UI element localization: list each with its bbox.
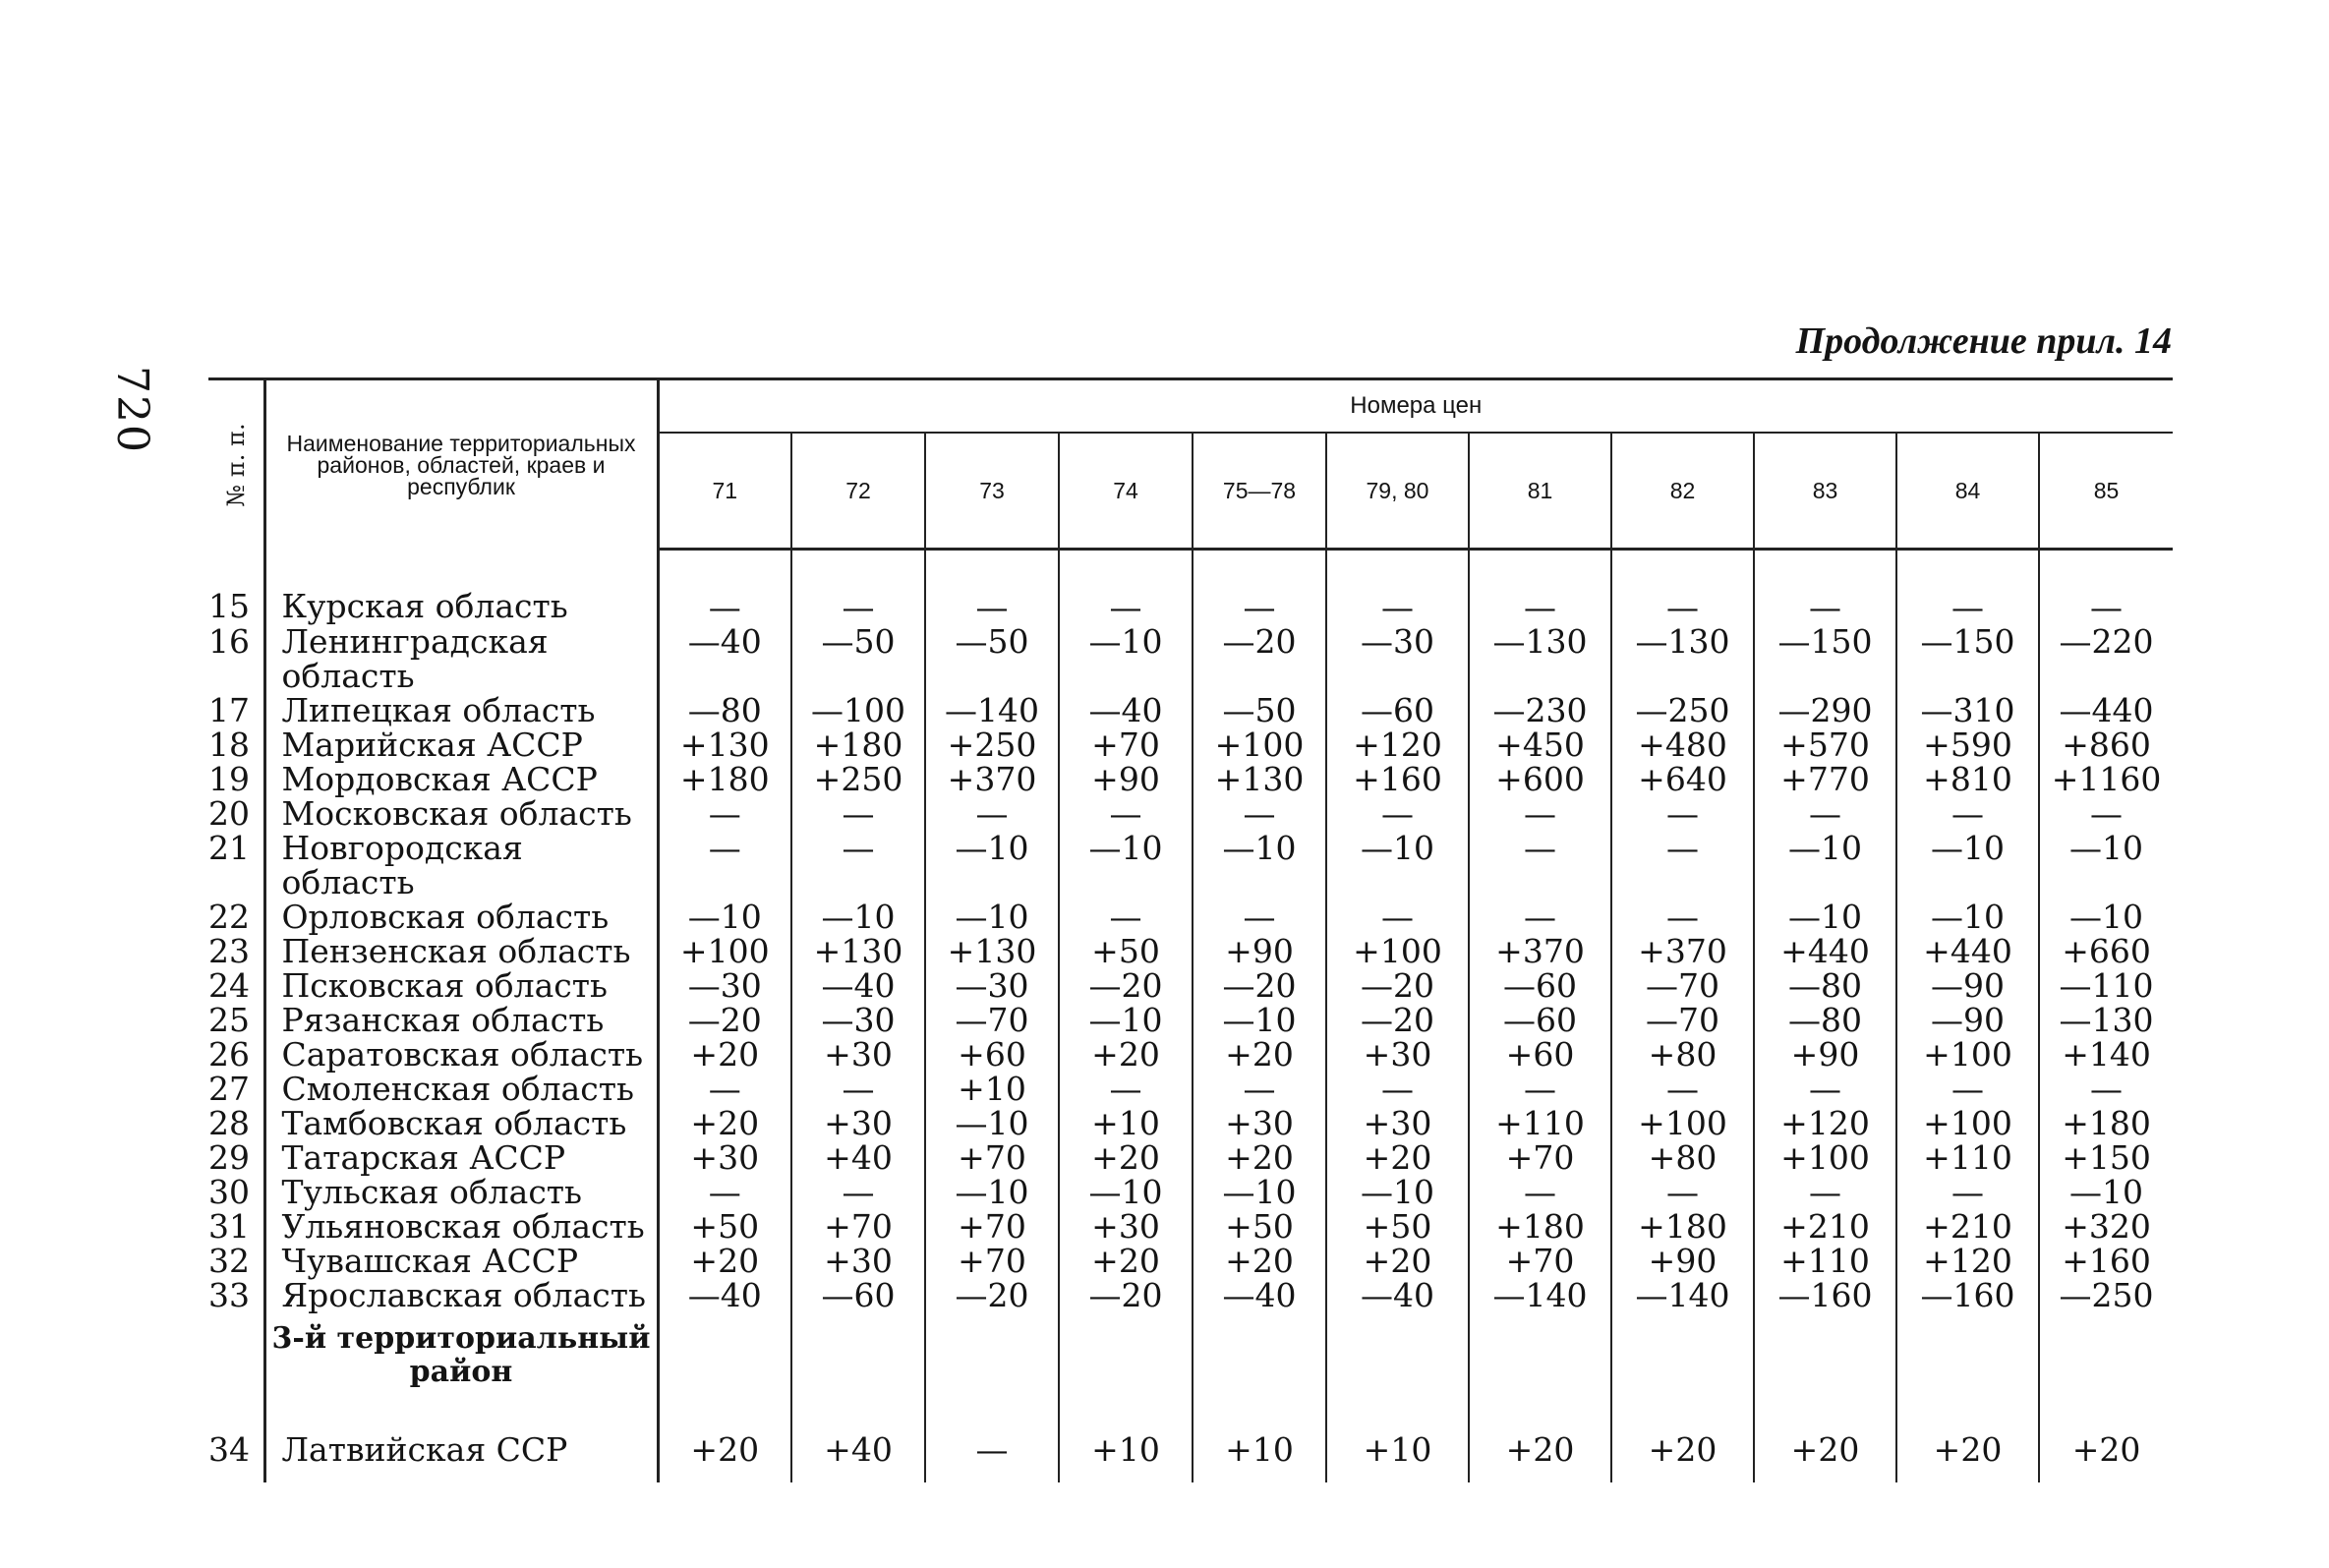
- price-value: +20: [658, 1244, 791, 1278]
- price-value: +100: [1611, 1106, 1754, 1140]
- price-value: —110: [2059, 966, 2154, 1005]
- column-header-4: 75—78: [1193, 433, 1326, 550]
- price-value: +140: [2062, 1035, 2151, 1074]
- price-value: —150: [1754, 624, 1896, 693]
- price-value: +370: [925, 762, 1059, 796]
- price-value: —230: [1469, 693, 1611, 727]
- region-name: Ярославская область: [264, 1278, 658, 1312]
- price-value: —: [1326, 550, 1469, 625]
- row-number: 33: [208, 1278, 264, 1312]
- row-number: 31: [208, 1209, 264, 1244]
- row-number: 17: [208, 693, 264, 727]
- price-value: —10: [925, 1175, 1059, 1209]
- price-value: +130: [925, 934, 1059, 968]
- row-number: 27: [208, 1072, 264, 1106]
- price-value: +110: [1754, 1244, 1896, 1278]
- price-value: +600: [1469, 762, 1611, 796]
- price-value: +120: [1896, 1244, 2039, 1278]
- price-value: +70: [925, 1209, 1059, 1244]
- price-value: +20: [1754, 1421, 1896, 1482]
- price-value: +10: [1326, 1421, 1469, 1482]
- price-value: +20: [1469, 1421, 1611, 1482]
- price-value: —80: [1754, 968, 1896, 1003]
- price-value: —: [1611, 900, 1754, 934]
- price-value: —160: [1754, 1278, 1896, 1312]
- price-value: —40: [658, 624, 791, 693]
- price-value: —10: [1896, 900, 2039, 934]
- price-value: +60: [925, 1037, 1059, 1072]
- row-number: 24: [208, 968, 264, 1003]
- price-value: +860: [2062, 726, 2151, 764]
- price-value: —: [925, 550, 1059, 625]
- column-header-7: 82: [1611, 433, 1754, 550]
- price-value: —60: [1326, 693, 1469, 727]
- price-value: +50: [1193, 1209, 1326, 1244]
- price-value: —60: [791, 1278, 925, 1312]
- price-value: +210: [1754, 1209, 1896, 1244]
- table-row: [208, 1140, 2173, 1175]
- subheading-row: [208, 1312, 2173, 1421]
- region-name: Мордовская АССР: [264, 762, 658, 796]
- price-value: —: [658, 1072, 791, 1106]
- territorial-district-subheading: 3-й территориальный район: [264, 1312, 658, 1421]
- price-value: —10: [1754, 831, 1896, 900]
- price-value: +100: [1193, 727, 1326, 762]
- table-row: [208, 1106, 2173, 1140]
- price-value: +60: [1469, 1037, 1611, 1072]
- price-value: +120: [1754, 1106, 1896, 1140]
- price-value: +590: [1896, 727, 2039, 762]
- price-value: +110: [1469, 1106, 1611, 1140]
- row-number: 32: [208, 1244, 264, 1278]
- price-value: +10: [1193, 1421, 1326, 1482]
- price-value: —: [925, 1421, 1059, 1482]
- price-value: —: [1059, 796, 1193, 831]
- region-name: Смоленская область: [264, 1072, 658, 1106]
- column-header-9: 84: [1896, 433, 2039, 550]
- price-value: +20: [1193, 1140, 1326, 1175]
- price-value: +20: [1611, 1421, 1754, 1482]
- price-value: +70: [925, 1140, 1059, 1175]
- row-number: 18: [208, 727, 264, 762]
- price-value: —: [1059, 1072, 1193, 1106]
- price-value: —310: [1896, 693, 2039, 727]
- price-value: +30: [1326, 1106, 1469, 1140]
- price-value: +30: [1326, 1037, 1469, 1072]
- price-value: —70: [1611, 1003, 1754, 1037]
- price-value: +30: [791, 1106, 925, 1140]
- price-value: —130: [1611, 624, 1754, 693]
- price-value: +210: [1896, 1209, 2039, 1244]
- price-value: +150: [2062, 1138, 2151, 1177]
- price-value: +20: [658, 1106, 791, 1140]
- price-value: +40: [791, 1140, 925, 1175]
- region-name: Тамбовская область: [264, 1106, 658, 1140]
- column-header-2: 73: [925, 433, 1059, 550]
- price-value: —140: [1469, 1278, 1611, 1312]
- price-value: —440: [2059, 691, 2154, 729]
- region-name: Рязанская область: [264, 1003, 658, 1037]
- price-value: —: [1611, 831, 1754, 900]
- price-value: —90: [1896, 968, 2039, 1003]
- price-value: —: [1193, 550, 1326, 625]
- price-value: —150: [1896, 624, 2039, 693]
- price-value: +180: [1469, 1209, 1611, 1244]
- price-value: —: [1193, 1072, 1326, 1106]
- price-value: +100: [1896, 1037, 2039, 1072]
- price-value: —: [1754, 550, 1896, 625]
- price-value: +180: [791, 727, 925, 762]
- price-value: —80: [1754, 1003, 1896, 1037]
- price-value: +180: [658, 762, 791, 796]
- price-value: —10: [2069, 1173, 2144, 1211]
- price-value: +20: [1326, 1140, 1469, 1175]
- price-value: +20: [1193, 1244, 1326, 1278]
- price-value: —: [658, 1175, 791, 1209]
- price-value: —10: [1059, 831, 1193, 900]
- price-value: —: [1896, 796, 2039, 831]
- price-value: +100: [1754, 1140, 1896, 1175]
- price-value: —: [658, 550, 791, 625]
- price-value: +30: [791, 1037, 925, 1072]
- price-value: —10: [791, 900, 925, 934]
- price-value: +10: [1059, 1421, 1193, 1482]
- price-value: +770: [1754, 762, 1896, 796]
- price-value: —50: [925, 624, 1059, 693]
- price-value: —20: [925, 1278, 1059, 1312]
- table-row: [208, 831, 2173, 900]
- region-name: Марийская АССР: [264, 727, 658, 762]
- page-number: 720: [107, 366, 157, 454]
- table-row: [208, 1209, 2173, 1244]
- row-number: 29: [208, 1140, 264, 1175]
- price-value: —10: [1896, 831, 2039, 900]
- price-value: —30: [658, 968, 791, 1003]
- table-row: [208, 1244, 2173, 1278]
- column-header-1: 72: [791, 433, 925, 550]
- price-value: +20: [1059, 1244, 1193, 1278]
- price-value: —: [2090, 588, 2124, 626]
- price-value: —: [1469, 550, 1611, 625]
- price-value: —10: [1326, 831, 1469, 900]
- price-value: —: [1896, 1072, 2039, 1106]
- price-value: +660: [2062, 932, 2151, 970]
- price-value: +90: [1611, 1244, 1754, 1278]
- price-value: —130: [2059, 1001, 2154, 1039]
- price-value: —20: [1326, 1003, 1469, 1037]
- price-value: +20: [2071, 1430, 2141, 1469]
- price-value: —30: [791, 1003, 925, 1037]
- price-value: —40: [658, 1278, 791, 1312]
- price-value: +90: [1754, 1037, 1896, 1072]
- price-value: +110: [1896, 1140, 2039, 1175]
- price-value: —: [1059, 550, 1193, 625]
- region-name: Тульская область: [264, 1175, 658, 1209]
- price-value: +20: [1326, 1244, 1469, 1278]
- price-value: +640: [1611, 762, 1754, 796]
- price-value: —290: [1754, 693, 1896, 727]
- region-name: Курская область: [264, 550, 658, 625]
- price-value: —: [1896, 550, 2039, 625]
- row-number: 19: [208, 762, 264, 796]
- price-value: —90: [1896, 1003, 2039, 1037]
- price-value: —80: [658, 693, 791, 727]
- price-value: —10: [658, 900, 791, 934]
- price-value: +130: [1193, 762, 1326, 796]
- price-value: —10: [925, 1106, 1059, 1140]
- region-name: Татарская АССР: [264, 1140, 658, 1175]
- table-row: [208, 1037, 2173, 1072]
- price-value: —: [658, 796, 791, 831]
- price-value: —60: [1469, 968, 1611, 1003]
- price-value: +1160: [2051, 760, 2162, 798]
- table-row: [208, 762, 2173, 796]
- price-value: —: [1611, 1175, 1754, 1209]
- table-row: [208, 934, 2173, 968]
- price-value: —20: [658, 1003, 791, 1037]
- price-value: +130: [658, 727, 791, 762]
- price-value: +10: [1059, 1106, 1193, 1140]
- price-value: +30: [791, 1244, 925, 1278]
- price-value: +20: [1059, 1140, 1193, 1175]
- price-value: —130: [1469, 624, 1611, 693]
- price-value: +50: [1059, 934, 1193, 968]
- price-value: +160: [1326, 762, 1469, 796]
- price-value: —: [925, 796, 1059, 831]
- region-name: Псковская область: [264, 968, 658, 1003]
- price-value: —: [2090, 1070, 2124, 1108]
- table-row: [208, 693, 2173, 727]
- price-value: —10: [1193, 1175, 1326, 1209]
- price-value: +80: [1611, 1140, 1754, 1175]
- row-number: 20: [208, 796, 264, 831]
- price-value: +370: [1469, 934, 1611, 968]
- price-value: +20: [1193, 1037, 1326, 1072]
- table-row: [208, 1175, 2173, 1209]
- price-value: +450: [1469, 727, 1611, 762]
- price-value: —: [1469, 796, 1611, 831]
- table-row: [208, 1072, 2173, 1106]
- price-value: —10: [1059, 624, 1193, 693]
- table-row: [208, 624, 2173, 693]
- price-value: —: [658, 831, 791, 900]
- price-value: +100: [1326, 934, 1469, 968]
- column-header-6: 81: [1469, 433, 1611, 550]
- price-value: —10: [925, 900, 1059, 934]
- price-value: —10: [925, 831, 1059, 900]
- header-region-name: Наименование территориальных районов, областей, краев и республик: [264, 379, 658, 550]
- row-number: 16: [208, 624, 264, 693]
- price-value: +30: [1193, 1106, 1326, 1140]
- price-value: —20: [1193, 968, 1326, 1003]
- price-value: —100: [791, 693, 925, 727]
- price-value: +80: [1611, 1037, 1754, 1072]
- price-value: —160: [1896, 1278, 2039, 1312]
- price-value: +250: [791, 762, 925, 796]
- price-value: +70: [791, 1209, 925, 1244]
- column-header-5: 79, 80: [1326, 433, 1469, 550]
- column-header-10: 85: [2039, 433, 2173, 550]
- price-value: —30: [925, 968, 1059, 1003]
- price-value: +480: [1611, 727, 1754, 762]
- column-header-0: 71: [658, 433, 791, 550]
- price-value: —10: [1754, 900, 1896, 934]
- region-name: Чувашская АССР: [264, 1244, 658, 1278]
- region-name: Саратовская область: [264, 1037, 658, 1072]
- price-value: +570: [1754, 727, 1896, 762]
- price-value: —: [1326, 796, 1469, 831]
- price-value: +70: [1469, 1140, 1611, 1175]
- price-value: +810: [1896, 762, 2039, 796]
- price-value: +70: [925, 1244, 1059, 1278]
- price-value: —: [1059, 900, 1193, 934]
- price-value: —: [1469, 831, 1611, 900]
- price-value: —10: [1059, 1175, 1193, 1209]
- price-value: —10: [1326, 1175, 1469, 1209]
- price-value: —40: [1193, 1278, 1326, 1312]
- price-value: —10: [2069, 829, 2144, 867]
- price-value: +120: [1326, 727, 1469, 762]
- price-value: —140: [925, 693, 1059, 727]
- table-row: [208, 1421, 2173, 1482]
- price-value: —: [791, 831, 925, 900]
- region-name: Орловская область: [264, 900, 658, 934]
- price-value: —10: [2069, 898, 2144, 936]
- price-value: +180: [2062, 1104, 2151, 1142]
- price-value: —: [1193, 900, 1326, 934]
- row-number: 26: [208, 1037, 264, 1072]
- row-number: 22: [208, 900, 264, 934]
- region-name: Ульяновская область: [264, 1209, 658, 1244]
- price-value: —: [791, 796, 925, 831]
- price-value: +40: [791, 1421, 925, 1482]
- price-value: +440: [1754, 934, 1896, 968]
- price-value: —: [2090, 794, 2124, 833]
- price-value: —10: [1059, 1003, 1193, 1037]
- price-value: —140: [1611, 1278, 1754, 1312]
- column-header-8: 83: [1754, 433, 1896, 550]
- price-value: —: [1754, 1175, 1896, 1209]
- price-value: —: [1193, 796, 1326, 831]
- row-number: 28: [208, 1106, 264, 1140]
- table-row: [208, 550, 2173, 625]
- price-value: —: [1469, 1175, 1611, 1209]
- region-name: Пензенская область: [264, 934, 658, 968]
- price-value: —: [1326, 900, 1469, 934]
- price-value: +160: [2062, 1242, 2151, 1280]
- price-value: —10: [1193, 831, 1326, 900]
- price-value: —50: [1193, 693, 1326, 727]
- price-value: —70: [925, 1003, 1059, 1037]
- price-value: +320: [2062, 1207, 2151, 1246]
- price-adjustment-table: [208, 377, 2173, 1482]
- price-value: —: [1469, 900, 1611, 934]
- price-value: —220: [2059, 622, 2154, 661]
- price-value: +70: [1469, 1244, 1611, 1278]
- price-value: +20: [658, 1421, 791, 1482]
- price-value: +30: [658, 1140, 791, 1175]
- header-row-number: № п. п.: [208, 379, 264, 550]
- row-number: 15: [208, 550, 264, 625]
- region-name: Новгородская область: [264, 831, 658, 900]
- row-number: 21: [208, 831, 264, 900]
- price-value: —: [1326, 1072, 1469, 1106]
- region-name: Московская область: [264, 796, 658, 831]
- price-value: —40: [791, 968, 925, 1003]
- price-value: +90: [1193, 934, 1326, 968]
- table-row: [208, 1003, 2173, 1037]
- continuation-heading: Продолжение прил. 14: [1795, 320, 2172, 362]
- price-value: +250: [925, 727, 1059, 762]
- row-number: 23: [208, 934, 264, 968]
- row-number: 25: [208, 1003, 264, 1037]
- price-value: —: [1611, 550, 1754, 625]
- price-value: —: [791, 1072, 925, 1106]
- price-value: —20: [1059, 1278, 1193, 1312]
- table-row: [208, 900, 2173, 934]
- price-value: —: [1754, 796, 1896, 831]
- price-value: —20: [1059, 968, 1193, 1003]
- price-value: —50: [791, 624, 925, 693]
- price-value: —: [1896, 1175, 2039, 1209]
- header-price-numbers: Номера цен: [658, 379, 2173, 434]
- price-value: +20: [1896, 1421, 2039, 1482]
- price-value: +100: [658, 934, 791, 968]
- price-value: +20: [1059, 1037, 1193, 1072]
- table-row: [208, 968, 2173, 1003]
- price-value: +50: [658, 1209, 791, 1244]
- column-header-3: 74: [1059, 433, 1193, 550]
- price-value: —250: [2059, 1276, 2154, 1314]
- price-value: +90: [1059, 762, 1193, 796]
- price-value: +10: [925, 1072, 1059, 1106]
- price-value: —40: [1059, 693, 1193, 727]
- price-value: +180: [1611, 1209, 1754, 1244]
- price-value: +30: [1059, 1209, 1193, 1244]
- region-name: Липецкая область: [264, 693, 658, 727]
- price-value: —: [1611, 1072, 1754, 1106]
- table-row: [208, 727, 2173, 762]
- price-value: —: [1754, 1072, 1896, 1106]
- price-value: —: [791, 1175, 925, 1209]
- price-value: —250: [1611, 693, 1754, 727]
- region-name: Латвийская ССР: [264, 1421, 658, 1482]
- price-value: —: [1611, 796, 1754, 831]
- price-value: —: [1469, 1072, 1611, 1106]
- row-number: 34: [208, 1421, 264, 1482]
- region-name: Ленинградская область: [264, 624, 658, 693]
- table-row: [208, 796, 2173, 831]
- price-value: +100: [1896, 1106, 2039, 1140]
- price-value: —20: [1193, 624, 1326, 693]
- price-value: +370: [1611, 934, 1754, 968]
- price-value: —30: [1326, 624, 1469, 693]
- price-value: +440: [1896, 934, 2039, 968]
- price-value: —60: [1469, 1003, 1611, 1037]
- price-value: +70: [1059, 727, 1193, 762]
- price-value: —20: [1326, 968, 1469, 1003]
- price-value: +130: [791, 934, 925, 968]
- price-value: —10: [1193, 1003, 1326, 1037]
- price-value: +50: [1326, 1209, 1469, 1244]
- row-number: 30: [208, 1175, 264, 1209]
- price-value: +20: [658, 1037, 791, 1072]
- price-value: —: [791, 550, 925, 625]
- price-value: —40: [1326, 1278, 1469, 1312]
- table-row: [208, 1278, 2173, 1312]
- price-value: —70: [1611, 968, 1754, 1003]
